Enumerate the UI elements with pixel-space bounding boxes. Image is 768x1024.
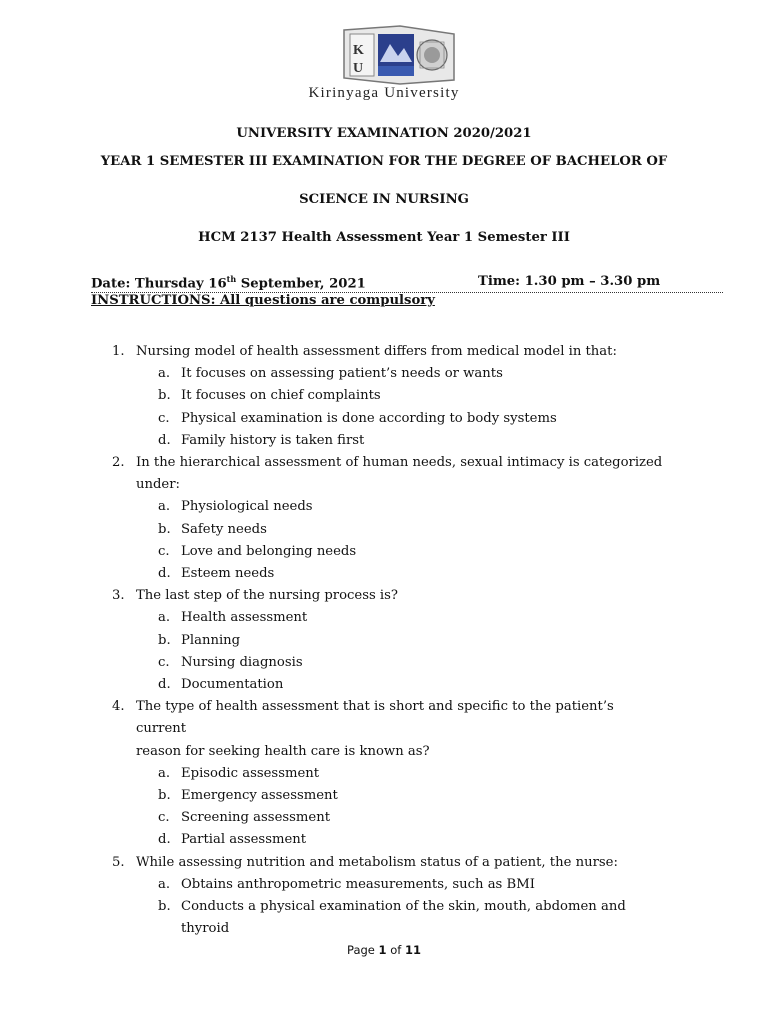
option-letter: d. — [158, 677, 171, 693]
question-number: 5. — [112, 854, 125, 870]
option-letter: d. — [158, 432, 171, 448]
question-text: reason for seeking health care is known as? — [136, 743, 430, 759]
question-text: 2. In the hierarchical assessment of human needs, sexual intimacy is categorized — [0, 452, 768, 474]
question-item — [0, 341, 768, 452]
answer-option: d. Family history is taken first — [0, 430, 768, 452]
answer-option: thyroid — [181, 921, 230, 937]
exam-subtitle-line2: SCIENCE IN NURSING — [299, 192, 469, 207]
option-letter: d. — [158, 832, 171, 848]
exam-title: UNIVERSITY EXAMINATION 2020/2021 — [236, 126, 532, 141]
page-footer: Page 1 of 11 — [347, 943, 421, 957]
answer-option: c. Screening assessment — [0, 807, 768, 829]
question-text: 3. The last step of the nursing process is? — [0, 585, 768, 607]
question-number: 2. — [112, 455, 125, 471]
answer-option: b. It focuses on chief complaints — [0, 385, 768, 407]
option-letter: a. — [158, 366, 171, 382]
exam-date: Date: Thursday 16th September, 2021 — [91, 274, 366, 292]
option-letter: a. — [158, 499, 171, 515]
svg-text:K: K — [353, 43, 364, 58]
option-letter: c. — [158, 654, 170, 670]
question-item — [0, 852, 768, 941]
answer-option: a. Obtains anthropometric measurements, such as BMI — [0, 874, 768, 896]
answer-option: d. Partial assessment — [0, 829, 768, 851]
option-letter: b. — [158, 388, 171, 404]
question-text: 4. The type of health assessment that is short and specific to the patient’s current — [0, 696, 768, 740]
option-letter: a. — [158, 765, 171, 781]
question-list — [0, 341, 768, 940]
answer-option: c. Nursing diagnosis — [0, 652, 768, 674]
university-name: Kirinyaga University — [308, 85, 460, 101]
question-text: 5. While assessing nutrition and metabolism status of a patient, the nurse: — [0, 852, 768, 874]
option-letter: b. — [158, 521, 171, 537]
option-letter: c. — [158, 410, 170, 426]
option-letter: a. — [158, 610, 171, 626]
option-letter: c. — [158, 543, 170, 559]
option-letter: c. — [158, 810, 170, 826]
date-time-row — [91, 274, 723, 293]
university-logo — [0, 22, 768, 107]
course-title: HCM 2137 Health Assessment Year 1 Semester III — [198, 230, 570, 245]
option-letter: b. — [158, 899, 171, 915]
option-letter: d. — [158, 566, 171, 582]
exam-time: Time: 1.30 pm – 3.30 pm — [478, 274, 661, 289]
option-letter: a. — [158, 876, 171, 892]
question-number: 4. — [112, 699, 125, 715]
question-number: 1. — [112, 344, 125, 359]
question-text: 1. Nursing model of health assessment differs from medical model in that: — [0, 341, 768, 363]
instructions: INSTRUCTIONS: All questions are compulsory — [91, 293, 435, 308]
question-number: 3. — [112, 588, 125, 604]
answer-option: a. Health assessment — [0, 607, 768, 629]
answer-option: b. Planning — [0, 630, 768, 652]
svg-text:U: U — [353, 61, 364, 76]
option-letter: b. — [158, 632, 171, 648]
answer-option: a. It focuses on assessing patient’s needs or wants — [0, 363, 768, 385]
question-item — [0, 696, 768, 851]
exam-subtitle-line1: YEAR 1 SEMESTER III EXAMINATION FOR THE DEGREE OF BACHELOR OF — [100, 154, 668, 169]
answer-option: b. Conducts a physical examination of the skin, mouth, abdomen and — [0, 896, 768, 918]
answer-option: c. Physical examination is done according to body systems — [0, 408, 768, 430]
answer-option: b. Emergency assessment — [0, 785, 768, 807]
question-item — [0, 585, 768, 696]
question-text: under: — [136, 477, 180, 493]
answer-option: a. Physiological needs — [0, 496, 768, 518]
answer-option: b. Safety needs — [0, 519, 768, 541]
answer-option: d. Documentation — [0, 674, 768, 696]
university-crest-icon — [340, 22, 458, 86]
answer-option: c. Love and belonging needs — [0, 541, 768, 563]
answer-option: d. Esteem needs — [0, 563, 768, 585]
answer-option: a. Episodic assessment — [0, 763, 768, 785]
question-item — [0, 452, 768, 585]
option-letter: b. — [158, 788, 171, 804]
